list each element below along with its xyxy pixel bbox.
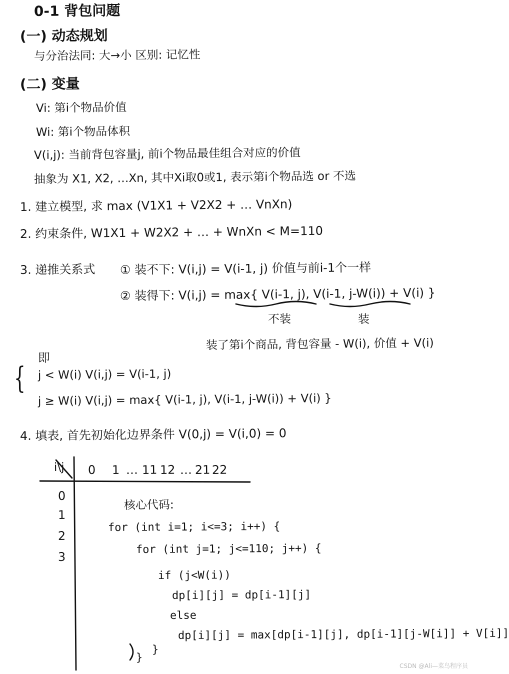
code-line-if: if (j<W(i)) xyxy=(157,568,231,582)
note-pack: 装 xyxy=(357,311,370,326)
table-col-ellipsis-1: … xyxy=(125,462,139,477)
watermark: CSDN @Ali—菜鸟程序员 xyxy=(399,663,468,670)
step-fill-table: 4. 填表, 首先初始化边界条件 V(0,j) = V(i,0) = 0 xyxy=(19,426,287,443)
recurrence-explain: 装了第i个商品, 背包容量 - W(i), 价值 + V(i) xyxy=(205,335,434,352)
summary-row-1: j < W(i) V(i,j) = V(i-1, j) xyxy=(37,366,172,382)
section-dp-heading: (一) 动态规划 xyxy=(19,28,108,45)
code-heading: 核心代码: xyxy=(123,497,174,512)
table-col-1: 1 xyxy=(111,462,120,477)
recurrence-case-1: ① 装不下: V(i,j) = V(i-1, j) 价值与前i-1个一样 xyxy=(119,260,372,277)
table-col-21: 21 xyxy=(194,462,211,477)
note-title: 0-1 背包问题 xyxy=(33,3,121,20)
table-col-0: 0 xyxy=(87,462,96,477)
underline-pack xyxy=(330,302,410,307)
table-row-1: 1 xyxy=(57,507,66,522)
summary-row-2: j ≥ W(i) V(i,j) = max{ V(i-1, j), V(i-1, j-W(i)) + V(i) } xyxy=(37,390,332,408)
section-vars-heading: (二) 变量 xyxy=(19,76,80,93)
table-corner: i\j xyxy=(53,459,65,474)
table-col-22: 22 xyxy=(211,462,228,477)
code-line-assign-1: dp[i][j] = dp[i-1][j] xyxy=(171,588,312,602)
var-vij: V(i,j): 当前背包容量j, 前i个物品最佳组合对应的价值 xyxy=(33,145,301,162)
step-model: 1. 建立模型, 求 max (V1X1 + V2X2 + … VnXn) xyxy=(19,197,293,214)
code-line-for-i: for (int i=1; i<=3; i++) { xyxy=(107,519,281,534)
summary-label: 即 xyxy=(37,350,51,365)
table-header-rule xyxy=(40,481,250,482)
code-line-close-1: } xyxy=(135,650,143,664)
table-row-3: 3 xyxy=(57,549,66,564)
code-line-else: else xyxy=(169,608,197,622)
code-line-close-2: } xyxy=(151,642,159,656)
underline-not-pack xyxy=(236,302,316,307)
summary-brace: { xyxy=(14,361,26,396)
var-vi: Vi: 第i个物品价值 xyxy=(35,100,127,115)
table-col-11: 11 xyxy=(141,462,158,477)
code-line-assign-2: dp[i][j] = max[dp[i-1][j], dp[i-1][j-W[i]] + V[i]] xyxy=(177,626,509,642)
recurrence-case-2: ② 装得下: V(i,j) = max{ V(i-1, j), V(i-1, j-W(i)) + V(i) } xyxy=(119,285,436,303)
code-line-for-j: for (int j=1; j<=110; j++) { xyxy=(135,541,322,556)
section-dp-line: 与分治法同: 大→小 区别: 记忆性 xyxy=(33,47,201,63)
step-recurrence-label: 3. 递推关系式 xyxy=(19,262,96,277)
table-row-2: 2 xyxy=(57,528,66,543)
table-row-0: 0 xyxy=(57,488,66,503)
code-brace-close xyxy=(130,644,133,660)
step-constraint: 2. 约束条件, W1X1 + W2X2 + … + WnXn < M=110 xyxy=(19,223,324,241)
table-col-12: 12 xyxy=(159,462,176,477)
var-wi: Wi: 第i个物品体积 xyxy=(35,124,131,139)
table-column-rule xyxy=(74,457,76,670)
var-abstract: 抽象为 X1, X2, …Xn, 其中Xi取0或1, 表示第i个物品选 or 不选 xyxy=(33,168,356,186)
note-not-pack: 不装 xyxy=(267,311,292,326)
table-col-ellipsis-2: … xyxy=(179,462,193,477)
